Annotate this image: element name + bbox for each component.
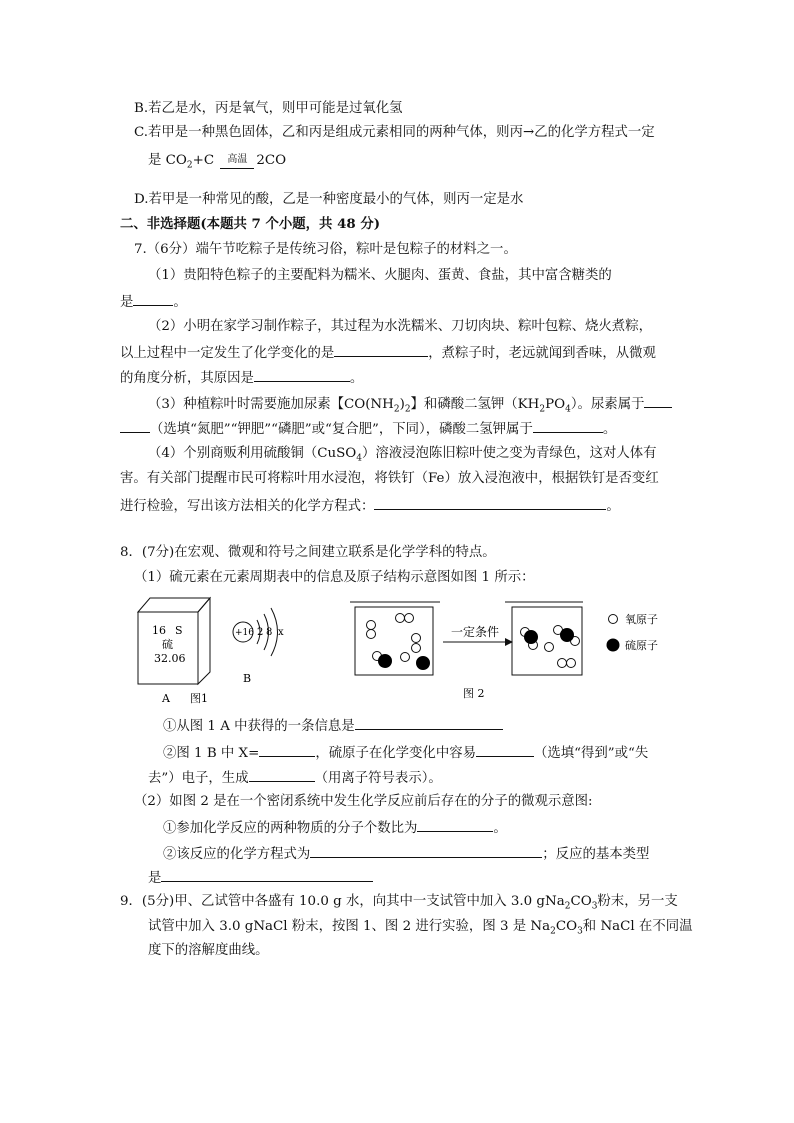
- sulfur-atom: [525, 631, 538, 644]
- q9-line3: 度下的溶解度曲线。: [148, 943, 269, 958]
- reactant-molecules: [367, 614, 421, 662]
- answer-blank[interactable]: [120, 420, 150, 433]
- q7-part4-line3: 进行检验，写出该方法相关的化学方程式： 。: [120, 499, 620, 514]
- oxygen-atom: [367, 621, 376, 630]
- figure-2-caption: 图 2: [463, 687, 485, 700]
- answer-blank[interactable]: [533, 420, 603, 433]
- q8-2-1: ①参加化学反应的两种物质的分子个数比为 。: [163, 821, 507, 836]
- reaction-condition: [220, 153, 254, 170]
- element-symbol: S: [175, 624, 183, 637]
- subscript: 2: [186, 160, 193, 171]
- q8-1-2-line1: [163, 744, 648, 762]
- answer-blank[interactable]: [476, 744, 534, 757]
- oxygen-atom: [412, 644, 421, 653]
- answer-blank[interactable]: [254, 369, 350, 382]
- oxygen-atom: [567, 659, 576, 668]
- text: 去”）电子，生成: [148, 771, 249, 786]
- sulfur-atom: [561, 629, 574, 642]
- q7-part3-line2: （选填“氮肥”“钾肥”“磷肥”或“复合肥”，下同），磷酸二氢钾属于 。: [120, 420, 616, 438]
- text: CO: [555, 919, 578, 934]
- nucleus-charge: +16: [235, 628, 254, 638]
- q7-part2-line2: [120, 344, 656, 362]
- text: 粉末，另一支: [597, 894, 678, 909]
- equation-part: +C: [192, 153, 215, 168]
- text: 是: [120, 295, 134, 310]
- q6-option-b: B.若乙是水，丙是氧气，则甲可能是过氧化氢: [134, 101, 403, 116]
- answer-blank[interactable]: [259, 744, 315, 757]
- answer-blank[interactable]: [374, 497, 606, 510]
- text: ）溶液浸泡陈旧粽叶使之变为青绿色，这对人体有: [361, 446, 657, 461]
- q8-stem: 8．(7分)在宏观、微观和符号之间建立联系是化学学科的特点。: [120, 545, 496, 560]
- text: ，煮粽子时，老远就闻到香味，从微观: [428, 346, 656, 361]
- q7-part3-line1: [148, 395, 672, 418]
- text: ；反应的基本类型: [542, 847, 650, 862]
- text: 和 NaCl 在不同温: [582, 919, 693, 934]
- label-b: B: [243, 672, 252, 685]
- q7-part1-line1: （1）贵阳特色粽子的主要配料为糯米、火腿肉、蛋黄、食盐，其中富含糖类的: [148, 268, 612, 283]
- text: ①参加化学反应的两种物质的分子个数比为: [163, 821, 418, 836]
- equation-bar: [220, 168, 254, 169]
- label-a: A: [162, 692, 170, 705]
- text: PO: [545, 397, 566, 412]
- oxygen-atom: [396, 614, 405, 623]
- atomic-number: 16: [152, 624, 166, 637]
- text: 以上过程中一定发生了化学变化的是: [120, 346, 335, 361]
- q8-2-2-line2: [148, 869, 373, 887]
- text: 试管中加入 3.0 gNaCl 粉末，按图 1、图 2 进行实验，图 3 是 Na: [148, 919, 551, 934]
- reaction-condition: 一定条件: [451, 625, 500, 639]
- atomic-structure-diagram: [233, 608, 284, 656]
- text: ）。尿素属于: [570, 397, 645, 412]
- text: （选填“得到”或“失: [534, 746, 649, 761]
- shell-electrons-1: 2: [257, 627, 264, 638]
- subscript: 2: [404, 404, 411, 415]
- text: ①从图 1 A 中获得的一条信息是: [163, 719, 355, 734]
- q7-stem: 7.（6分）端午节吃粽子是传统习俗，粽叶是包粽子的材料之一。: [134, 242, 517, 257]
- q8-part2: （2）如图 2 是在一个密闭系统中发生化学反应前后存在的分子的微观示意图:: [134, 794, 593, 809]
- answer-blank[interactable]: [355, 717, 503, 730]
- q7-part4-line1: [148, 446, 657, 467]
- subscript: 4: [565, 404, 571, 415]
- answer-blank[interactable]: [334, 344, 428, 357]
- q7-part2-line3: 的角度分析，其原因是 。: [120, 371, 364, 386]
- oxygen-atom: [412, 634, 421, 643]
- figure-1: [130, 590, 320, 710]
- q7-part4-line2: 害。有关部门提醒市民可将粽叶用水浸泡，将铁钉（Fe）放入浸泡液中，根据铁钉是否变红: [120, 471, 659, 486]
- subscript: 2: [564, 901, 571, 912]
- q9-line1: [120, 894, 678, 915]
- text: （用离子符号表示）。: [314, 771, 442, 786]
- text: ): [399, 397, 405, 412]
- q6-option-c-line2: [148, 153, 286, 174]
- subscript: 3: [591, 901, 598, 912]
- text: 进行检验，写出该方法相关的化学方程式：: [120, 499, 375, 514]
- q9-line2: [148, 919, 693, 940]
- equation-part: 是 CO: [148, 153, 187, 168]
- legend-oxygen-label: 氧原子: [625, 613, 658, 626]
- q8-1-2-line2: [148, 769, 442, 787]
- text: CO: [570, 894, 592, 909]
- legend-oxygen-icon: [609, 615, 618, 624]
- figure-2: [345, 597, 675, 707]
- q8-1-1: [163, 717, 503, 735]
- shell-electrons-2: 8: [266, 627, 273, 638]
- oxygen-atom: [545, 643, 554, 652]
- q8-part1: （1）硫元素在元素周期表中的信息及原子结构示意图如图 1 所示：: [134, 570, 535, 585]
- condition-text: 高温: [227, 154, 248, 165]
- subscript: 2: [539, 404, 546, 415]
- text: 是: [148, 871, 162, 886]
- product-sulfur-atoms: [525, 629, 574, 644]
- q6-option-d: D.若甲是一种常见的酸，乙是一种密度最小的气体，则丙一定是水: [134, 192, 524, 207]
- oxygen-atom: [401, 653, 410, 662]
- subscript: 2: [550, 926, 556, 937]
- sulfur-atom: [417, 657, 430, 670]
- oxygen-atom: [405, 614, 414, 623]
- atomic-mass: 32.06: [154, 652, 186, 665]
- subscript: 4: [356, 453, 362, 464]
- q6-option-c-line1: C.若甲是一种黑色固体，乙和丙是组成元素相同的两种气体，则丙→乙的化学方程式一定: [134, 125, 655, 140]
- text: 的角度分析，其原因是: [120, 371, 254, 386]
- answer-blank[interactable]: [161, 869, 373, 882]
- text: （选填“氮肥”“钾肥”“磷肥”或“复合肥”，下同），磷酸二氢钾属于: [150, 422, 533, 437]
- shell-electrons-3: x: [278, 627, 284, 638]
- q7-part2-line1: （2）小明在家学习制作粽子，其过程为水洗糯米、刀切肉块、粽叶包粽、烧火煮粽，: [148, 319, 652, 334]
- equation-part: 2CO: [256, 153, 287, 168]
- subscript: 2: [393, 404, 400, 415]
- text: 】和磷酸二氢钾（KH: [410, 397, 540, 412]
- answer-blank[interactable]: [310, 845, 542, 858]
- subscript: 3: [577, 926, 583, 937]
- figure-1-caption: 图1: [190, 692, 208, 705]
- legend-sulfur-icon: [607, 639, 620, 652]
- oxygen-atom: [558, 659, 567, 668]
- q7-part1-line2: 是 。: [120, 295, 187, 310]
- oxygen-atom: [367, 630, 376, 639]
- answer-blank[interactable]: [249, 769, 315, 782]
- text: ，硫原子在化学变化中容易: [315, 746, 476, 761]
- text: （3）种植粽叶时需要施加尿素【CO(NH: [148, 397, 394, 412]
- sulfur-atom: [379, 655, 392, 668]
- section-title: 二、非选择题(本题共 7 个小题，共 48 分): [120, 216, 381, 232]
- legend-sulfur-label: 硫原子: [625, 639, 658, 652]
- answer-blank[interactable]: [417, 819, 493, 832]
- answer-blank[interactable]: [133, 293, 173, 306]
- text: ②该反应的化学方程式为: [163, 847, 311, 862]
- q8-2-2-line1: [163, 845, 649, 863]
- text: ②图 1 B 中 X=: [163, 746, 260, 761]
- text: （4）个别商贩利用硫酸铜（CuSO: [148, 446, 357, 461]
- periodic-table-cube: [138, 598, 210, 684]
- text: 9．(5分)甲、乙试管中各盛有 10.0 g 水，向其中一支试管中加入 3.0 gNa: [120, 894, 565, 909]
- element-name: 硫: [162, 638, 173, 651]
- answer-blank[interactable]: [644, 395, 672, 408]
